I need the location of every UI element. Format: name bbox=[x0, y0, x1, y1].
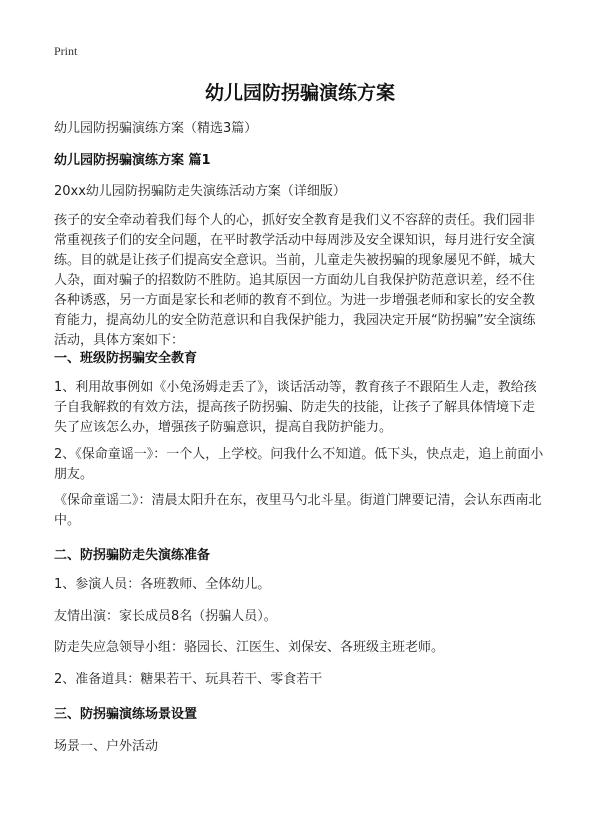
document-title: 幼儿园防拐骗演练方案 bbox=[204, 82, 395, 104]
item-nursery-rhyme-two: 《保命童谣二》：清晨太阳升在东，夜里马勺北斗星。街道门牌要记清，会认东西南北中。 bbox=[54, 493, 542, 528]
prep-guest-actors: 友情出演：家长成员8名（拐骗人员）。 bbox=[54, 609, 277, 624]
item-nursery-rhyme-one: 2、《保命童谣一》：一个人，上学校。问我什么不知道。低下头，快点走，追上前面小朋友。 bbox=[54, 447, 544, 482]
prep-participants: 1、参演人员：各班教师、全体幼儿。 bbox=[54, 577, 271, 592]
prep-props: 2、准备道具：糖果若干、玩具若干、零食若干 bbox=[54, 672, 323, 687]
heading-drill-preparation: 二、防拐骗防走失演练准备 bbox=[54, 548, 211, 563]
scene-outdoor-activity: 场景一、户外活动 bbox=[54, 739, 159, 754]
document-subtitle: 幼儿园防拐骗演练方案（精选3篇） bbox=[54, 121, 258, 136]
heading-scene-setup: 三、防拐骗演练场景设置 bbox=[54, 707, 198, 722]
prep-leadership-group: 防走失应急领导小组：骆园长、江医生、刘保安、各班级主班老师。 bbox=[54, 640, 445, 655]
print-label[interactable]: Print bbox=[54, 44, 78, 58]
section-title: 幼儿园防拐骗演练方案 篇1 bbox=[54, 153, 211, 168]
heading-class-education: 一、班级防拐骗安全教育 bbox=[54, 351, 198, 366]
intro-paragraph: 孩子的安全牵动着我们每个人的心，抓好安全教育是我们义不容辞的责任。我们园非常重视孩子们的安全问题，在平时教学活动中每周涉及安全课知识，每月进行安全演练。目的就是让孩子们提高安全意识。当前，儿童走失被拐骗的现象屡见不鲜，城大人杂，面对骗子的招数防不胜防。追其原因一方面幼儿自我保护防范意识差，经不住各种诱惑，另一方面是家长和老师的教育不到位。为进一步增强老师和家长的安全教育能力，提高幼儿的安全防范意识和自我保护能力，我园决定开展“防拐骗”安全演练活动，具体方案如下： bbox=[54, 213, 536, 348]
plan-title: 20xx幼儿园防拐骗防走失演练活动方案（详细版） bbox=[54, 184, 346, 199]
item-story-education: 1、利用故事例如《小兔汤姆走丢了》，谈话活动等，教育孩子不跟陌生人走，教给孩子自我解救的有效方法，提高孩子防拐骗、防走失的技能，让孩子了解具体情境下走失了应该怎么办，增强孩子防骗意识，提高自我防护能力。 bbox=[54, 380, 537, 435]
